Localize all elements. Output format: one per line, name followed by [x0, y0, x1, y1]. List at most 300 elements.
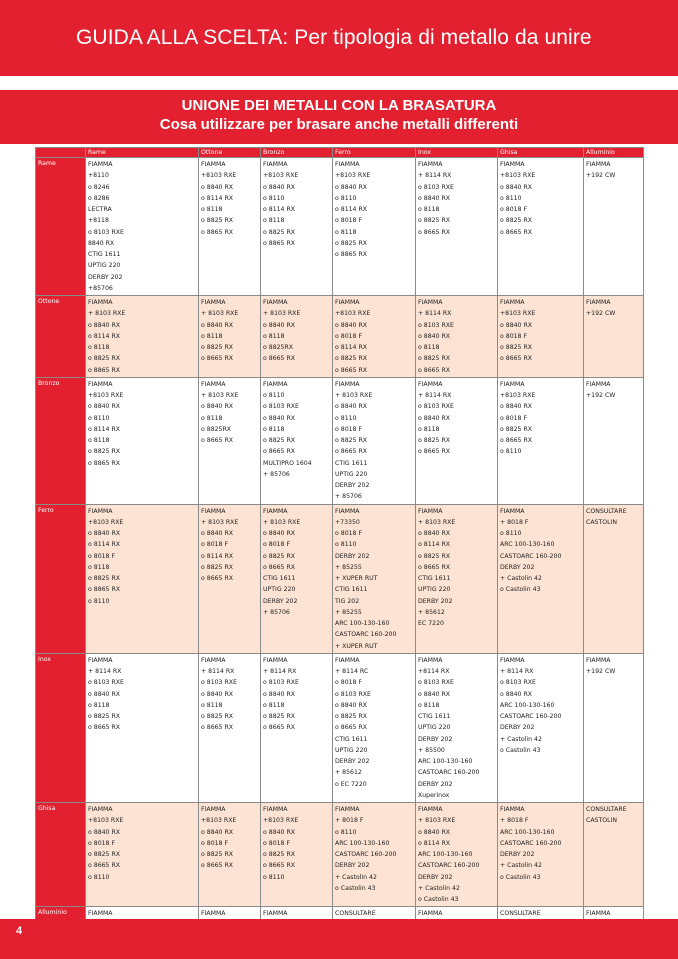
cell-line: o 8114 RX [335, 206, 368, 213]
cell-line: CTIG 1611 [88, 251, 121, 258]
cell-line: o 8018 F [263, 839, 291, 847]
cell-line: o Castolin 43 [500, 746, 541, 754]
cell-line: o 8110 [88, 414, 110, 422]
cell-line: + Castolin 42 [500, 575, 542, 582]
cell-line: +8103 RXE [201, 172, 237, 180]
cell-line: CASTOARC 160-200 [335, 631, 397, 639]
cell-line: FIAMMA [500, 656, 525, 664]
cell-line: DERBY 202 [335, 862, 370, 870]
table-cell [584, 377, 644, 504]
cell-line: o 8840 RX [418, 332, 451, 340]
cell-line: o 8665 RX [263, 862, 296, 870]
cell-line: o 8018 F [263, 541, 291, 549]
cell-line: + 8114 RX [88, 668, 122, 675]
cell-line: o 8665 RX [88, 724, 121, 732]
table-cell [333, 653, 416, 802]
cell-line: FIAMMA [88, 299, 113, 306]
cell-line: o 8110 [335, 541, 357, 549]
cell-line: + 8114 RC [335, 668, 369, 675]
cell-line: o 8665 RX [201, 575, 234, 582]
cell-line: DERBY 202 [500, 851, 535, 858]
cell-line: FIAMMA [263, 380, 288, 388]
cell-line: CONSULTARE [335, 910, 376, 918]
cell-line: o 8840 RX [88, 828, 121, 836]
table-cell [333, 158, 416, 296]
section-subtitle: Cosa utilizzare per brasare anche metalli differenti [159, 116, 519, 133]
cell-line: +8103 RXE [263, 817, 299, 825]
cell-line: o 8110 [500, 530, 522, 537]
cell-line: o 8118 [201, 701, 223, 709]
table-cell [86, 377, 199, 504]
cell-line: o 8114 RX [263, 206, 296, 213]
table-cell [416, 377, 498, 504]
cell-line: o 8825 RX [335, 437, 368, 444]
table-cell [86, 803, 199, 907]
cell-line: FIAMMA [335, 380, 360, 388]
cell-line: o 8840 RX [201, 530, 234, 537]
cell-line: FIAMMA [418, 806, 443, 813]
column-header: Alluminio [584, 148, 644, 158]
cell-line: ARC 100-130-160 [335, 620, 390, 627]
cell-line: FIAMMA [201, 656, 226, 664]
page-title: GUIDA ALLA SCELTA: Per tipologia di metallo da unire [76, 26, 592, 49]
cell-line: o 8114 RX [418, 541, 451, 549]
cell-line: CASTOARC 160-200 [500, 713, 562, 720]
cell-line: CASTOARC 160-200 [500, 839, 562, 847]
cell-line: o 8110 [335, 194, 357, 202]
cell-line: + 85706 [335, 493, 362, 501]
cell-line: + XUPER RUT [335, 575, 378, 582]
cell-line: o EC 7220 [335, 780, 367, 788]
table-row [36, 504, 644, 653]
row-header: Rame [36, 158, 86, 296]
cell-line: o 8110 [500, 194, 522, 202]
cell-line: o 8825 RX [263, 437, 296, 444]
cell-line: o 8018 F [88, 839, 116, 847]
row-header: Ghisa [36, 803, 86, 907]
table-cell [199, 296, 261, 378]
table-cell [199, 377, 261, 504]
cell-line: FIAMMA [88, 806, 113, 813]
cell-line: o 8114 RX [335, 344, 368, 351]
cell-line: TIG 202 [335, 597, 360, 605]
cell-line: o 8665 RX [201, 355, 234, 363]
page-number: 4 [16, 925, 23, 937]
cell-line: FIAMMA [500, 161, 525, 168]
cell-line: +192 CW [586, 172, 616, 180]
cell-line: o 8665 RX [418, 366, 451, 374]
cell-line: o 8018 F [335, 679, 363, 687]
cell-line: + 8114 RX [418, 172, 452, 180]
cell-line: +8103 RXE [263, 172, 299, 180]
cell-line: o 8286 [88, 194, 110, 202]
cell-line: + 85255 [335, 608, 362, 616]
cell-line: o 8110 [88, 873, 110, 881]
cell-line: +8110 [88, 172, 109, 180]
cell-line: FIAMMA [201, 161, 226, 168]
table-cell [498, 296, 584, 378]
cell-line: MULTIPRO 1604 [263, 459, 312, 467]
cell-line: o 8825 RX [500, 344, 533, 351]
cell-line: FIAMMA [88, 656, 113, 664]
cell-line: FIAMMA [335, 507, 360, 515]
cell-line: o 8110 [500, 448, 522, 456]
cell-line: + 85500 [418, 746, 445, 754]
table-cell [333, 377, 416, 504]
cell-line: o 8018 F [88, 552, 116, 560]
cell-line: o 8865 RX [88, 459, 121, 467]
cell-line: o 8018 F [500, 414, 528, 422]
cell-line: o 8825 RX [88, 575, 121, 582]
table-body [36, 158, 644, 945]
cell-line: o 8103 RXE [263, 679, 299, 687]
cell-line: o 8665 RX [88, 862, 121, 870]
cell-line: FIAMMA [88, 161, 113, 168]
table-corner [36, 148, 86, 158]
cell-line: CTIG 1611 [418, 575, 451, 582]
cell-line: o 8840 RX [418, 690, 451, 698]
cell-line: FIAMMA [586, 910, 611, 918]
cell-line: o 8840 RX [263, 183, 296, 191]
cell-line: o 8018 F [335, 425, 363, 433]
cell-line: DERBY 202 [335, 482, 370, 489]
cell-line: o 8103 RXE [201, 679, 237, 687]
cell-line: o 8110 [88, 597, 110, 605]
cell-line: o 8825 RX [263, 228, 296, 236]
table-cell [261, 158, 333, 296]
cell-line: + Castolin 42 [418, 884, 460, 892]
cell-line: +8103 RXE [335, 172, 371, 180]
cell-line: o 8665 RX [418, 448, 451, 456]
cell-line: + 8103 RXE [263, 518, 301, 526]
cell-line: o Castolin 43 [335, 884, 376, 892]
cell-line: + 8103 RXE [201, 310, 239, 318]
cell-line: +8103 RXE [201, 817, 237, 825]
cell-line: +85706 [88, 284, 113, 292]
cell-line: FIAMMA [263, 806, 288, 813]
cell-line: o 8825 RX [418, 552, 451, 560]
cell-line: o 8840 RX [418, 530, 451, 537]
cell-line: FIAMMA [418, 299, 443, 306]
table-row [36, 158, 644, 296]
cell-line: + 8103 RXE [335, 392, 373, 399]
cell-line: DERBY 202 [418, 873, 453, 881]
cell-line: o 8840 RX [335, 321, 368, 329]
table-row [36, 377, 644, 504]
cell-line: o 8665 RX [335, 366, 368, 374]
table-cell [86, 504, 199, 653]
cell-line: + 8103 RXE [418, 518, 456, 526]
cell-line: o 8110 [263, 873, 285, 881]
cell-line: +8118 [88, 217, 109, 225]
cell-line: UPTIG 220 [88, 262, 121, 270]
cell-line: DERBY 202 [418, 735, 453, 743]
cell-line: FIAMMA [201, 910, 226, 918]
table-cell [498, 158, 584, 296]
cell-line: + 85612 [335, 769, 362, 777]
cell-line: ARC 100-130-160 [500, 701, 555, 709]
cell-line: o 8665 RX [263, 563, 296, 571]
cell-line: o 8825 RX [201, 851, 234, 858]
cell-line: o 8840 RX [263, 530, 296, 537]
cell-line: o 8825RX [201, 425, 232, 433]
cell-line: UPTIG 220 [335, 746, 368, 754]
cell-line: o 8825 RX [88, 851, 121, 858]
cell-line: FIAMMA [418, 507, 443, 515]
cell-line: + 8103 RXE [88, 310, 126, 318]
cell-line: DERBY 202 [500, 724, 535, 732]
cell-line: o 8840 RX [201, 690, 234, 698]
cell-line: CTIG 1611 [335, 735, 368, 743]
cell-line: o 8825RX [263, 344, 294, 351]
cell-line: DERBY 202 [263, 597, 298, 605]
cell-line: FIAMMA [263, 161, 288, 168]
cell-line: UPTIG 220 [418, 586, 451, 594]
cell-line: o 8118 [335, 228, 357, 236]
table-row [36, 653, 644, 802]
cell-line: o 8840 RX [88, 321, 121, 329]
cell-line: FIAMMA [201, 380, 226, 388]
cell-line: o 8840 RX [335, 701, 368, 709]
cell-line: FIAMMA [201, 299, 226, 306]
cell-line: FIAMMA [263, 299, 288, 306]
table-cell [261, 653, 333, 802]
column-header: Rame [86, 148, 199, 158]
cell-line: o 8840 RX [201, 403, 234, 411]
cell-line: +192 CW [586, 668, 616, 675]
cell-line: +8103 RXE [88, 817, 124, 825]
table-cell [416, 803, 498, 907]
cell-line: FIAMMA [335, 656, 360, 664]
table-cell [261, 377, 333, 504]
cell-line: DERBY 202 [500, 563, 535, 571]
cell-line: o 8865 RX [263, 239, 296, 247]
cell-line: o 8018 F [500, 332, 528, 340]
cell-line: FIAMMA [418, 161, 443, 168]
cell-line: CONSULTARE [500, 910, 541, 918]
cell-line: DERBY 202 [335, 552, 370, 560]
cell-line: FIAMMA [418, 910, 443, 918]
cell-line: o 8665 RX [418, 563, 451, 571]
cell-line: o 8118 [88, 701, 110, 709]
cell-line: o 8110 [263, 194, 285, 202]
cell-line: o 8840 RX [500, 690, 533, 698]
cell-line: CASTOARC 160-200 [418, 862, 480, 870]
cell-line: FIAMMA [88, 380, 113, 388]
cell-line: + Castolin 42 [500, 862, 542, 870]
cell-line: FIAMMA [586, 161, 611, 168]
cell-line: o 8665 RX [263, 448, 296, 456]
cell-line: o 8118 [201, 414, 223, 422]
cell-line: CTIG 1611 [335, 459, 368, 467]
cell-line: FIAMMA [201, 806, 226, 813]
cell-line: o 8665 RX [335, 448, 368, 456]
cell-line: FIAMMA [500, 299, 525, 306]
cell-line: o 8825 RX [263, 552, 296, 560]
cell-line: FIAMMA [263, 656, 288, 664]
cell-line: CTIG 1611 [335, 586, 368, 594]
table-cell [416, 296, 498, 378]
cell-line: o 8103 RXE [263, 403, 299, 411]
cell-line: o 8665 RX [500, 437, 533, 444]
cell-line: o 8840 RX [88, 530, 121, 537]
cell-line: +8103 RXE [500, 392, 536, 399]
cell-line: CASTOARC 160-200 [335, 851, 397, 858]
table-cell [584, 504, 644, 653]
cell-line: + 8103 RXE [201, 392, 239, 399]
cell-line: + 85255 [335, 563, 362, 571]
cell-line: o 8825 RX [263, 713, 296, 720]
cell-line: o 8825 RX [500, 425, 533, 433]
cell-line: ARC 100-130-160 [335, 839, 390, 847]
cell-line: FIAMMA [201, 507, 226, 515]
cell-line: o 8665 RX [335, 724, 368, 732]
table-cell [584, 653, 644, 802]
column-header: Ferro [333, 148, 416, 158]
cell-line: o 8118 [263, 332, 285, 340]
cell-line: o 8825 RX [88, 713, 121, 720]
cell-line: + 8103 RXE [263, 310, 301, 318]
cell-line: + 85706 [263, 470, 290, 478]
cell-line: o 8110 [335, 828, 357, 836]
cell-line: + 85706 [263, 608, 290, 616]
cell-line: + XUPER RUT [335, 642, 378, 650]
cell-line: o 8665 RX [263, 724, 296, 732]
table-cell [333, 504, 416, 653]
cell-line: o 8840 RX [335, 183, 368, 191]
cell-line: FIAMMA [418, 656, 443, 664]
cell-line: o 8103 RXE [418, 321, 454, 329]
cell-line: o 8118 [263, 425, 285, 433]
cell-line: FIAMMA [263, 507, 288, 515]
cell-line: o 8018 F [201, 839, 229, 847]
cell-line: FIAMMA [335, 299, 360, 306]
cell-line: o 8840 RX [201, 828, 234, 836]
cell-line: o 8825 RX [263, 851, 296, 858]
footer-band [0, 919, 678, 959]
table-cell [261, 803, 333, 907]
cell-line: o 8840 RX [500, 183, 533, 191]
cell-line: o 8103 RXE [335, 690, 371, 698]
cell-line: FIAMMA [88, 910, 113, 918]
table-cell [498, 377, 584, 504]
table-cell [86, 158, 199, 296]
cell-line: FIAMMA [500, 380, 525, 388]
cell-line: o 8118 [418, 425, 440, 433]
table-cell [199, 803, 261, 907]
cell-line: DERBY 202 [335, 758, 370, 765]
cell-line: DERBY 202 [418, 780, 453, 788]
cell-line: o 8825 RX [201, 563, 234, 571]
cell-line: o 8110 [263, 392, 285, 399]
cell-line: + 8018 F [500, 518, 529, 526]
cell-line: o 8110 [335, 414, 357, 422]
table-cell [498, 504, 584, 653]
cell-line: CONSULTARE [586, 806, 627, 813]
cell-line: o 8865 RX [88, 586, 121, 594]
section-title: UNIONE DEI METALLI CON LA BRASATURA [181, 97, 497, 114]
table-row [36, 296, 644, 378]
cell-line: FIAMMA [586, 380, 611, 388]
cell-line: o 8825 RX [418, 355, 451, 363]
table-cell [86, 653, 199, 802]
cell-line: +8103 RXE [88, 518, 124, 526]
cell-line: UPTIG 220 [263, 586, 296, 594]
cell-line: CTIG 1611 [263, 575, 296, 582]
cell-line: o 8665 RX [201, 862, 234, 870]
cell-line: o 8103 RXE [418, 183, 454, 191]
table-cell [498, 803, 584, 907]
table-cell [333, 296, 416, 378]
column-header: Bronzo [261, 148, 333, 158]
cell-line: FIAMMA [418, 380, 443, 388]
cell-line: o 8118 [88, 437, 110, 444]
cell-line: o 8865 RX [88, 366, 121, 374]
cell-line: CASTOARC 160-200 [418, 769, 480, 777]
cell-line: + 8018 F [335, 817, 364, 825]
cell-line: o 8825 RX [201, 344, 234, 351]
table-cell [261, 296, 333, 378]
cell-line: + 8018 F [500, 817, 529, 825]
cell-line: o 8118 [88, 344, 110, 351]
cell-line: o 8825 RX [418, 437, 451, 444]
cell-line: o 8114 RX [201, 552, 234, 560]
cell-line: ARC 100-130-160 [500, 541, 555, 549]
cell-line: FIAMMA [263, 910, 288, 918]
cell-line: + 8114 RX [500, 668, 534, 675]
cell-line: o 8118 [418, 701, 440, 709]
cell-line: o 8840 RX [201, 321, 234, 329]
table-cell [333, 803, 416, 907]
cell-line: o 8018 F [335, 217, 363, 225]
cell-line: o 8118 [88, 563, 110, 571]
cell-line: Xuperinox [418, 791, 450, 799]
cell-line: o 8840 RX [418, 414, 451, 422]
row-header: Alluminio [36, 907, 86, 945]
cell-line: o 8840 RX [263, 690, 296, 698]
table-cell [416, 158, 498, 296]
cell-line: ARC 100-130-160 [418, 851, 473, 858]
row-header: Inox [36, 653, 86, 802]
cell-line: o 8665 RX [201, 437, 234, 444]
cell-line: o 8825 RX [88, 355, 121, 363]
cell-line: o 8018 F [335, 332, 363, 340]
cell-line: o 8865 RX [201, 228, 234, 236]
cell-line: o 8840 RX [88, 690, 121, 698]
table-cell [584, 296, 644, 378]
cell-line: CONSULTARE [586, 507, 627, 515]
cell-line: o 8825 RX [335, 239, 368, 247]
cell-line: o 8840 RX [263, 414, 296, 422]
cell-line: o 8840 RX [418, 828, 451, 836]
cell-line: o 8246 [88, 183, 110, 191]
table-cell [584, 803, 644, 907]
table-cell [199, 158, 261, 296]
cell-line: o Castolin 43 [418, 896, 459, 903]
cell-line: +192 CW [586, 310, 616, 318]
cell-line: FIAMMA [586, 299, 611, 306]
column-header: Inox [416, 148, 498, 158]
cell-line: o 8118 [201, 332, 223, 340]
cell-line: + Castolin 42 [500, 735, 542, 743]
table-cell [199, 504, 261, 653]
cell-line: +8103 RXE [335, 310, 371, 318]
cell-line: + 8114 RX [418, 392, 452, 399]
cell-line: + 8114 RX [263, 668, 297, 675]
cell-line: o Castolin 43 [500, 873, 541, 881]
cell-line: + 8114 RX [418, 310, 452, 318]
cell-line: o 8018 F [335, 530, 363, 537]
